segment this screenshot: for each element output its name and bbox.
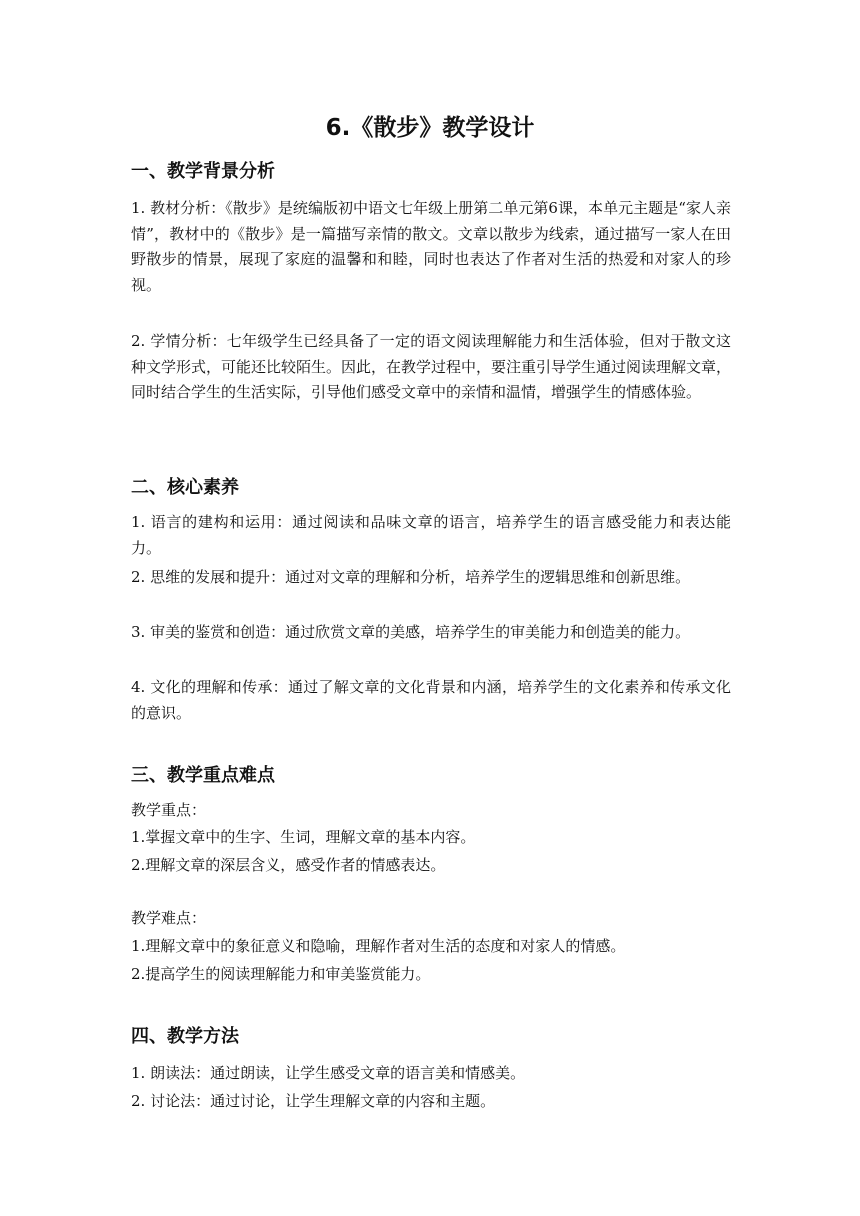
document-title: 6.《散步》教学设计 [325, 115, 535, 141]
difficulty-item: 1.理解文章中的象征意义和隐喻，理解作者对生活的态度和对家人的情感。 [131, 937, 626, 955]
list-item-culture: 4. 文化的理解和传承：通过了解文章的文化背景和内涵，培养学生的文化素养和传承文化的意识。 [131, 678, 731, 722]
list-item-reading-method: 1. 朗读法：通过朗读，让学生感受文章的语言美和情感美。 [131, 1064, 526, 1082]
list-item-thinking: 2. 思维的发展和提升：通过对文章的理解和分析，培养学生的逻辑思维和创新思维。 [131, 568, 691, 586]
paragraph-student-analysis: 2. 学情分析：七年级学生已经具备了一定的语文阅读理解能力和生活体验，但对于散文这种文学形式，可能还比较陌生。因此，在教学过程中，要注重引导学生通过阅读理解文章，同时结合学生的生活实际，引导他们感受文章中的亲情和温情，增强学生的情感体验。 [131, 332, 732, 401]
list-item-aesthetics: 3. 审美的鉴赏和创造：通过欣赏文章的美感，培养学生的审美能力和创造美的能力。 [131, 623, 691, 641]
section-heading-teaching-methods: 四、教学方法 [131, 1026, 239, 1047]
difficulty-label: 教学难点： [131, 909, 207, 927]
section-heading-core-literacy: 二、核心素养 [131, 477, 239, 498]
focus-label: 教学重点： [131, 801, 207, 819]
section-heading-background: 一、教学背景分析 [131, 161, 275, 182]
list-item-language: 1. 语言的建构和运用：通过阅读和品味文章的语言，培养学生的语言感受能力和表达能力。 [131, 513, 731, 557]
difficulty-item: 2.提高学生的阅读理解能力和审美鉴赏能力。 [131, 965, 431, 983]
paragraph-textbook-analysis: 1. 教材分析：《散步》是统编版初中语文七年级上册第二单元第6课，本单元主题是“家人亲情”，教材中的《散步》是一篇描写亲情的散文。文章以散步为线索，通过描写一家人在田野散步的情景，展现了家庭的温馨和和睦，同时也表达了作者对生活的热爱和对家人的珍视。 [131, 199, 731, 294]
list-item-discussion-method: 2. 讨论法：通过讨论，让学生理解文章的内容和主题。 [131, 1092, 496, 1110]
focus-item: 2.理解文章的深层含义，感受作者的情感表达。 [131, 856, 446, 874]
focus-item: 1.掌握文章中的生字、生词，理解文章的基本内容。 [131, 828, 476, 846]
section-heading-key-points: 三、教学重点难点 [131, 765, 275, 786]
